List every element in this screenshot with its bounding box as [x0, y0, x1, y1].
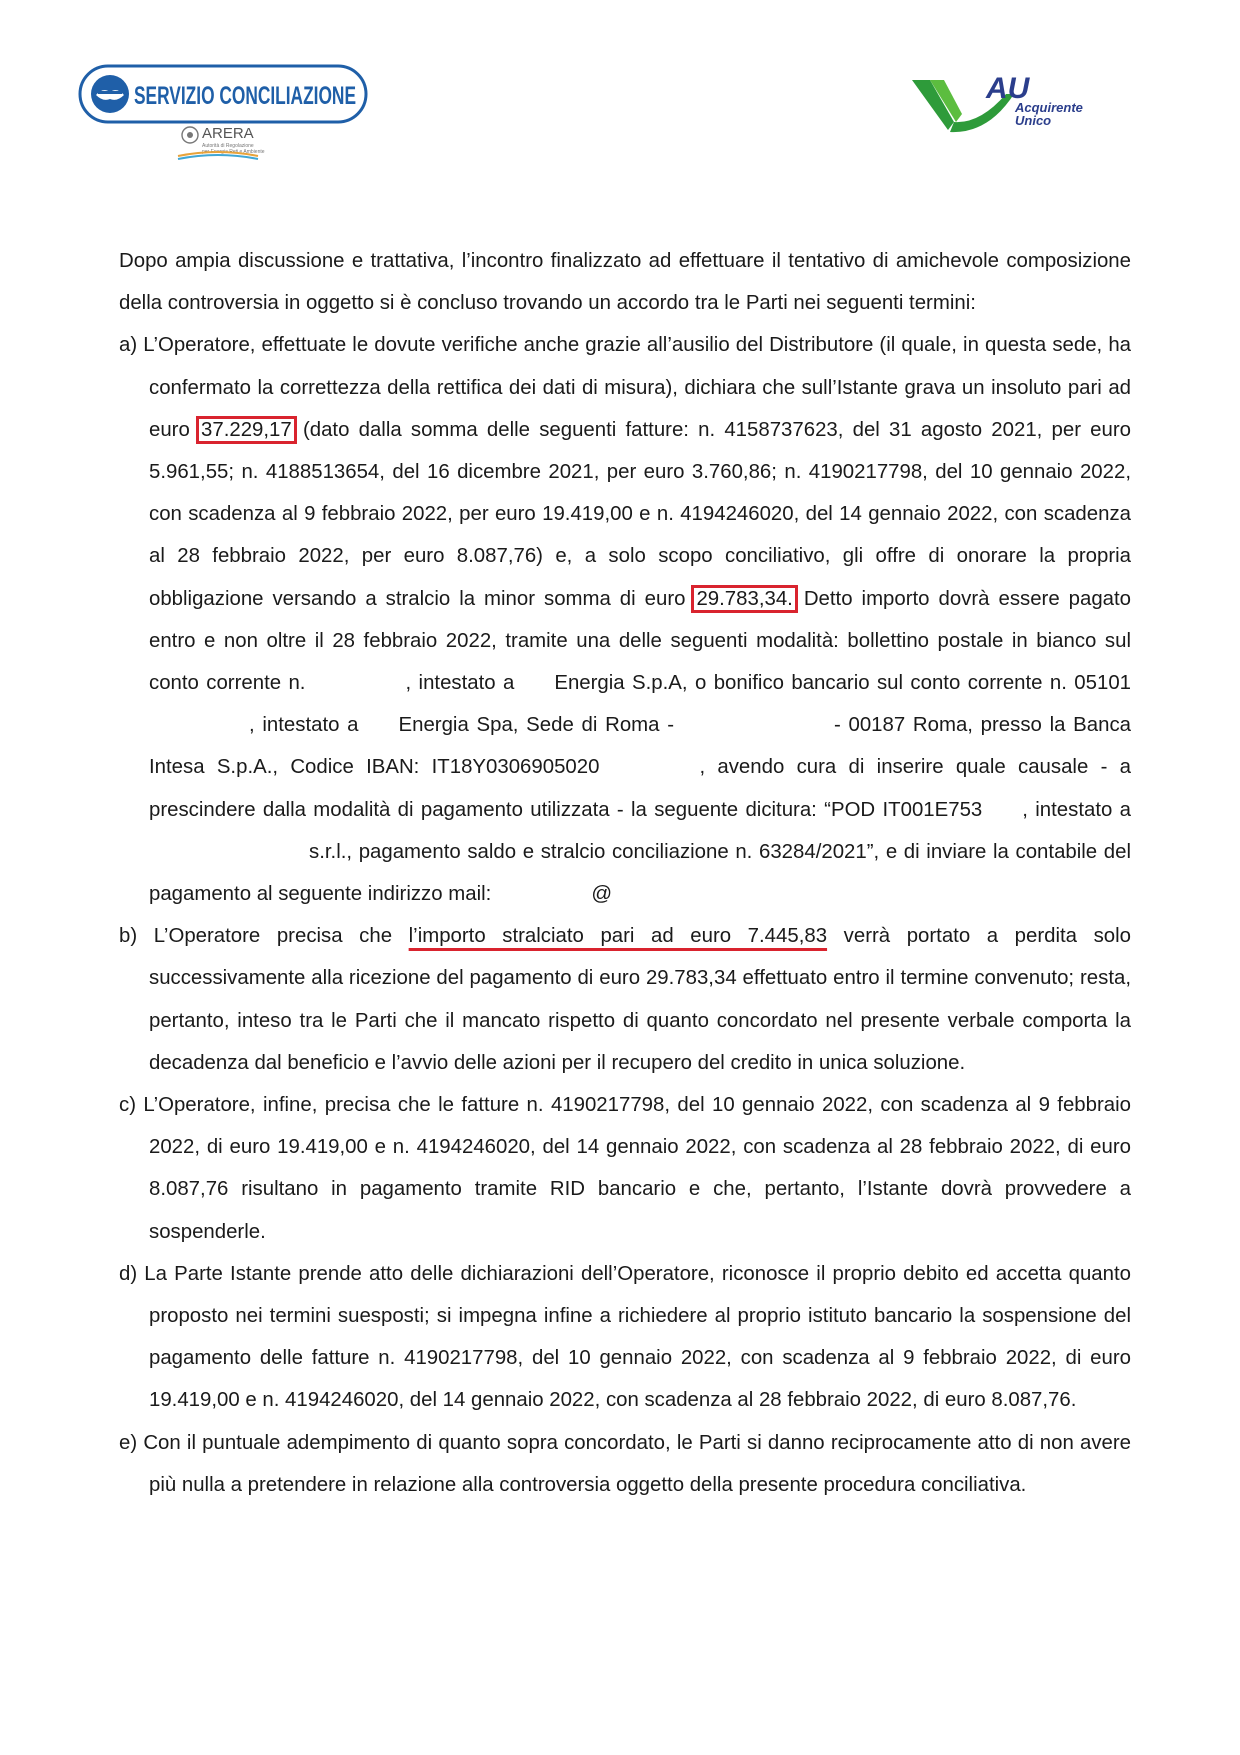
item-d: d) La Parte Istante prende atto delle dichiarazioni dell’Operatore, riconosce il proprio debito ed accetta quanto proposto nei termini suesposti; si impegna infine a richiedere al proprio istituto bancario la sospensione del pagamento delle fatture n. 4190217798, del 10 gennaio 2022, con scadenza al 9 febbraio 2022, di euro 19.419,00 e n. 4194246020, del 14 gennaio 2022, con scadenza al 28 febbraio 2022, di euro 8.087,76.	[119, 1262, 1131, 1412]
underlined-amount: l’importo stralciato pari ad euro 7.445,83	[408, 925, 828, 948]
item-a-text-12: @	[591, 883, 613, 906]
item-a-text-8: - 00187 Roma, presso la Banca Intesa S.p.A., Codice IBAN: IT18Y0306905020	[149, 714, 1131, 779]
au-name-2: Unico	[1015, 113, 1052, 128]
item-a-text-5: Energia S.p.A, o bonifico bancario sul conto corrente n. 05101	[554, 672, 1131, 695]
item-b-text-2: verrà portato a perdita solo successivamente alla ricezione del pagamento di euro 29.783,34 effettuato entro il termine convenuto; resta, pertanto, inteso tra le Parti che il mancato rispetto di quanto concordato nel presente verbale comporta la decadenza dal beneficio e l’avvio delle azioni per il recupero del credito in unica soluzione.	[149, 925, 1132, 1074]
item-a-text-2: (dato dalla somma delle seguenti fatture: n. 4158737623, del 31 agosto 2021, per euro 5.961,55; n. 4188513654, del 16 dicembre 2021, per euro 3.760,86; n. 4190217798, del 10 gennaio 2022, con scadenza al 9 febbraio 2022, per euro 19.419,00 e n. 4194246020, del 14 gennaio 2022, con scadenza al 28 febbraio 2022, per euro 8.087,76) e, a solo scopo conciliativo, gli offre di onorare la propria obbligazione versando a stralcio la minor somma di euro	[149, 418, 1131, 610]
item-a-text-7: Energia Spa, Sede di Roma -	[398, 714, 674, 737]
intro-paragraph: Dopo ampia discussione e trattativa, l’incontro finalizzato ad effettuare il tentativo di amichevole composizione della controversia in oggetto si è concluso trovando un accordo tra le Parti nei seguenti termini:	[119, 250, 1131, 315]
servizio-conciliazione-logo	[78, 64, 368, 160]
au-name-1: Acquirente	[1015, 100, 1083, 115]
item-b	[119, 915, 1131, 1084]
item-a-text-9: , avendo cura di inserire quale causale - a prescindere dalla modalità di pagamento utilizzata - la seguente dicitura: “POD IT001E753	[149, 756, 1131, 821]
item-a-text-4: , intestato a	[405, 672, 515, 695]
highlighted-amount-1: 37.229,17	[201, 418, 292, 441]
item-a	[119, 324, 1131, 915]
highlighted-amount-2: 29.783,34.	[696, 587, 793, 610]
item-a-text-6: , intestato a	[249, 714, 359, 737]
acquirente-unico-logo	[910, 72, 1110, 140]
logo-arera: ARERA	[202, 125, 254, 142]
logo-tagline-2: per Energia Reti e Ambiente	[202, 149, 265, 155]
item-a-text-10: , intestato a	[1022, 798, 1131, 821]
handshake-icon	[91, 75, 129, 113]
item-b-text-1: b) L’Operatore precisa che	[119, 925, 393, 948]
document-body	[119, 240, 1131, 1506]
item-a-text-11: s.r.l., pagamento saldo e stralcio conciliazione n. 63284/2021”, e di inviare la contabile del pagamento al seguente indirizzo mail:	[149, 840, 1131, 906]
item-a-text-3: Detto importo dovrà essere pagato entro e non oltre il 28 febbraio 2022, tramite una delle seguenti modalità: bollettino postale in bianco sul conto corrente n.	[149, 587, 1132, 695]
item-a-text-1: a) L’Operatore, effettuate le dovute verifiche anche grazie all’ausilio del Distributore (il quale, in questa sede, ha confermato la correttezza della rettifica dei dati di misura), dichiara che sull’Istante grava un insoluto pari ad euro	[119, 334, 1131, 441]
au-mark: AU	[986, 72, 1030, 105]
item-e: e) Con il puntuale adempimento di quanto sopra concordato, le Parti si danno reciprocamente atto di non avere più nulla a pretendere in relazione alla controversia oggetto della presente procedura conciliativa.	[119, 1431, 1131, 1496]
logo-tagline-1: Autorità di Regolazione	[202, 143, 254, 149]
logo-title: SERVIZIO CONCILIAZIONE	[134, 82, 356, 110]
item-c: c) L’Operatore, infine, precisa che le fatture n. 4190217798, del 10 gennaio 2022, con scadenza al 9 febbraio 2022, di euro 19.419,00 e n. 4194246020, del 14 gennaio 2022, con scadenza al 28 febbraio 2022, di euro 8.087,76 risultano in pagamento tramite RID bancario e che, pertanto, l’Istante dovrà provvedere a sospenderle.	[119, 1094, 1131, 1243]
